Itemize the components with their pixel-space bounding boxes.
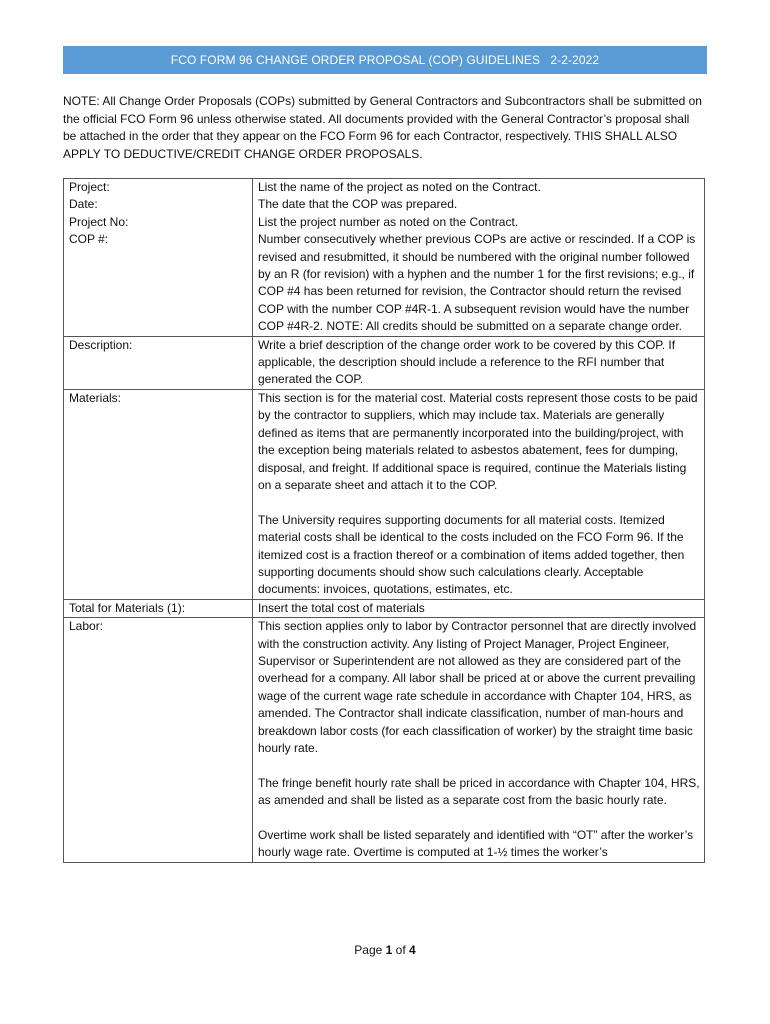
of-word: of: [395, 943, 406, 957]
field-label-project: Project:: [69, 180, 110, 194]
document-title: FCO FORM 96 CHANGE ORDER PROPOSAL (COP) GUIDELINES 2-2-2022: [170, 53, 600, 67]
table-row: [64, 389, 705, 599]
field-label-description: Description:: [64, 336, 253, 389]
field-label-cop-number: COP #:: [69, 232, 109, 247]
field-label-project-no: Project No:: [69, 214, 129, 229]
project-no-instruction: List the project number as noted on the Contract.: [258, 214, 519, 229]
field-description-cell: [253, 336, 705, 389]
page-footer: [0, 943, 770, 957]
labor-overtime: Overtime work shall be listed separately and identified with “OT” after the worker’s hourly wage rate. Overtime is computed at 1-½ times the worker’s: [258, 827, 694, 860]
document-title-bar: [63, 46, 707, 74]
total-materials-instruction: Insert the total cost of materials: [258, 600, 425, 615]
materials-instruction: This section is for the material cost. Material costs represent those costs to be paid by the contractor to suppliers, which may include tax. Materials are generally defined as items that are permanently incorporated into the building/project, with the exception being materials related to asbestos abatement, fees for dumping, disposal, and freight. If additional space is required, continue the Materials listing on a separate sheet and attach it to the COP.: [258, 390, 698, 492]
description-instruction: Write a brief description of the change order work to be covered by this COP. If applicable, the description should include a reference to the RFI number that generated the COP.: [258, 337, 676, 387]
field-label-labor: Labor:: [64, 618, 253, 863]
table-row: [64, 179, 705, 337]
guidelines-table: [63, 178, 705, 863]
field-label-date: Date:: [69, 197, 98, 212]
field-description-cell: [253, 599, 705, 617]
table-row: [64, 618, 705, 863]
labor-fringe-benefit: The fringe benefit hourly rate shall be priced in accordance with Chapter 104, HRS, as amended and shall be listed as a separate cost from the basic hourly rate.: [258, 775, 700, 808]
page-total: 4: [409, 943, 416, 957]
table-row: [64, 599, 705, 617]
intro-note: NOTE: All Change Order Proposals (COPs) submitted by General Contractors and Subcontractors shall be submitted on the official FCO Form 96 unless otherwise stated. All documents provided with the General Contractor’s proposal shall be attached in the order that they appear on the FCO Form 96 for each Contractor, respectively. THIS SHALL ALSO APPLY TO DEDUCTIVE/CREDIT CHANGE ORDER PROPOSALS.: [63, 94, 702, 161]
field-description-cell: [253, 179, 705, 337]
date-instruction: The date that the COP was prepared.: [258, 197, 458, 212]
cop-number-instruction: Number consecutively whether previous COPs are active or rescinded. If a COP is revised and resubmitted, it should be numbered with the original number followed by an R (for revision) with a hyphen and the number 1 for the first revisions; e.g., if COP #4 has been returned for revision, the Contractor should return the revised COP with the number COP #4R-1. A subsequent revision would have the number COP #4R-2. NOTE: All credits should be submitted on a separate change order.: [258, 232, 696, 334]
field-description-cell: [253, 618, 705, 863]
page-number: 1: [385, 943, 393, 957]
field-description-cell: [253, 389, 705, 599]
field-label-materials: Materials:: [64, 389, 253, 599]
project-instruction: List the name of the project as noted on the Contract.: [258, 180, 541, 194]
page-word: Page: [354, 943, 383, 957]
labor-instruction: This section applies only to labor by Contractor personnel that are directly involved with the construction activity. Any listing of Project Manager, Project Engineer, Supervisor or Superintendent are not allowed as they are considered part of the overhead for a company. All labor shall be priced at or above the current prevailing wage of the current wage rate schedule in accordance with Chapter 104, HRS, as amended. The Contractor shall indicate classification, number of man-hours and breakdown labor costs (for each classification of worker) by the straight time basic hourly rate.: [258, 619, 697, 755]
field-label-total-materials: Total for Materials (1):: [64, 599, 253, 617]
materials-supporting-docs: The University requires supporting documents for all material costs. Itemized material costs shall be identical to the costs included on the FCO Form 96. If the itemized cost is a fraction thereof or a combination of items added together, then supporting documents should show such calculations clearly. Acceptable documents: invoices, quotations, estimates, etc.: [258, 512, 685, 597]
field-label-cell: [64, 179, 253, 337]
table-row: [64, 336, 705, 389]
